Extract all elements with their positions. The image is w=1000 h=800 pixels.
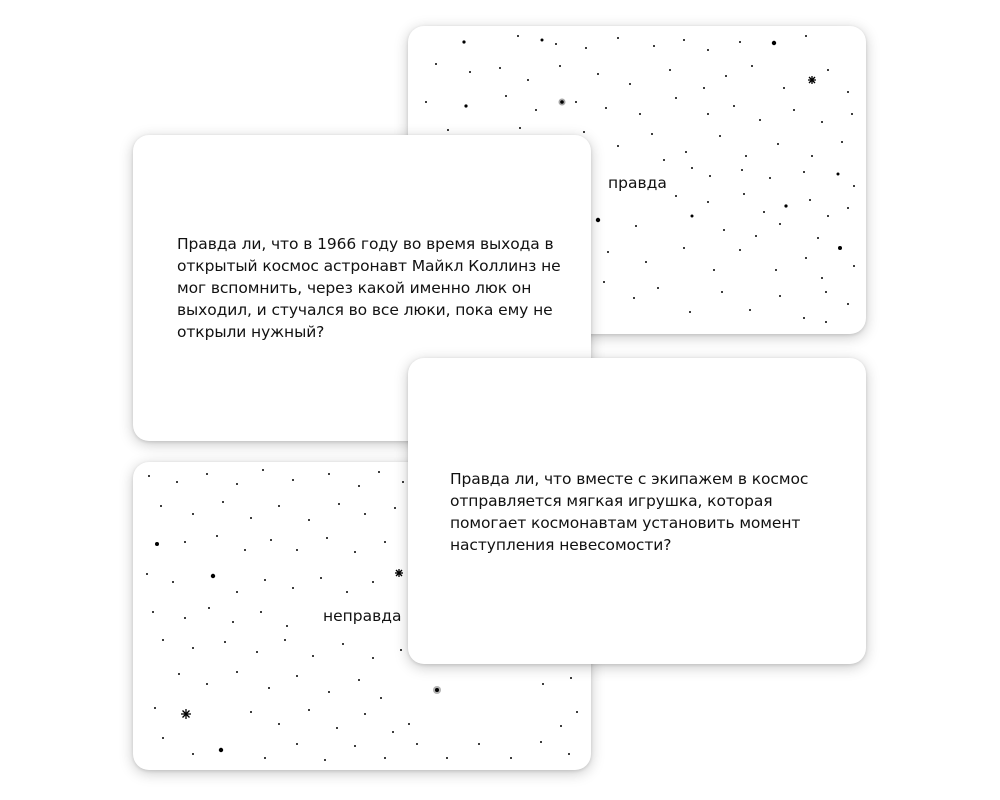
question-card-2 — [408, 358, 866, 664]
question-text-2: Правда ли, что вместе с экипажем в космос отправляется мягкая игрушка, которая помогает космонавтам установить момент наступления невесомости? — [450, 470, 809, 554]
answer-label-false: неправда — [319, 606, 406, 626]
answer-label-true: правда — [604, 173, 671, 193]
question-text-1: Правда ли, что в 1966 году во время выхода в открытый космос астронавт Майкл Коллинз не мог вспомнить, через какой именно люк он выходил, и стучался во все люки, пока ему не открыли нужный? — [177, 235, 561, 341]
